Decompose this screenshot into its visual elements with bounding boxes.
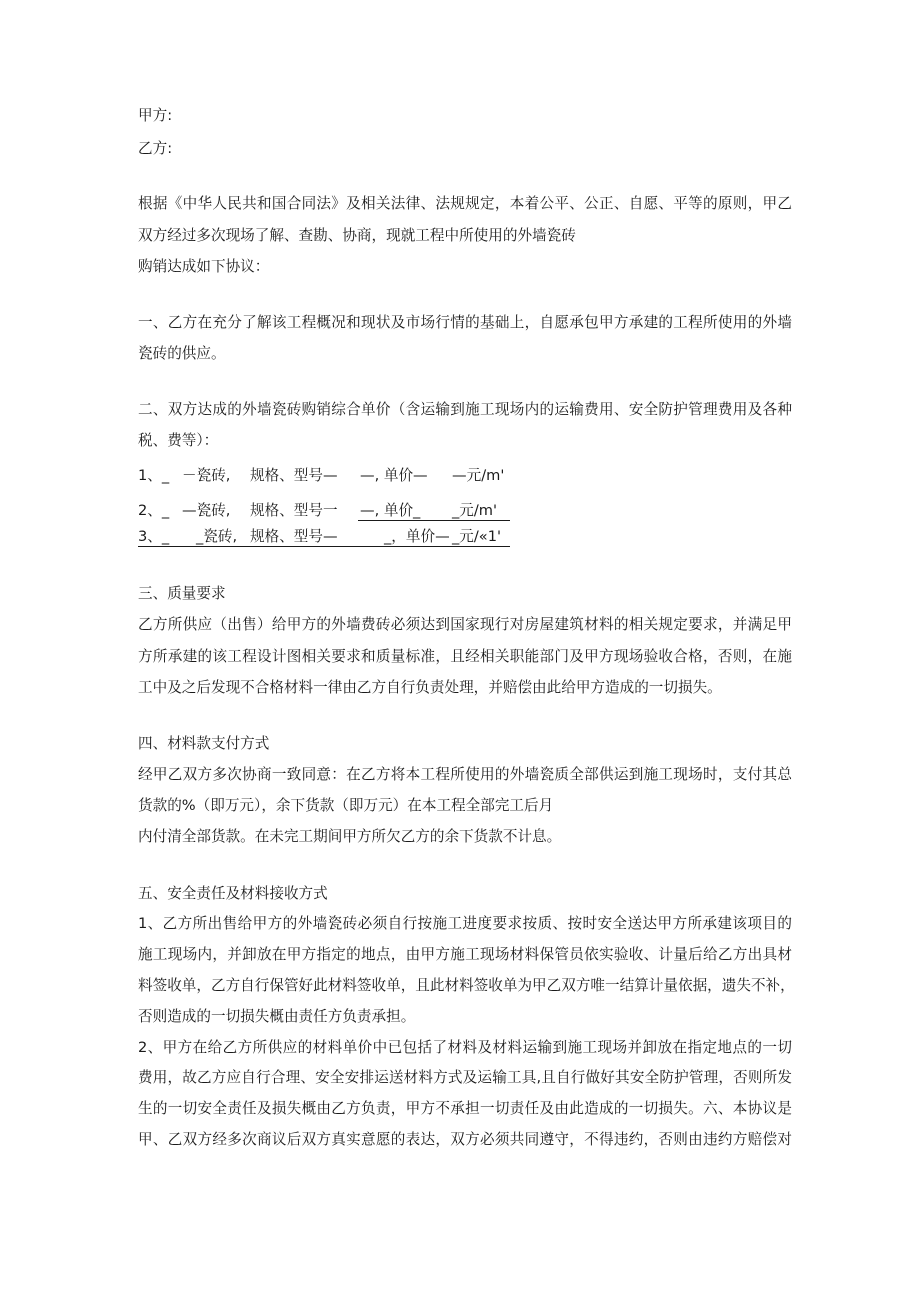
section1-line-2: 瓷砖的供应。 bbox=[138, 345, 226, 362]
section3-line-1: 乙方所供应（出售）给甲方的外墙费砖必须达到国家现行对房屋建筑材料的相关规定要求，并满足甲 bbox=[138, 616, 792, 633]
spec-row-underline bbox=[138, 546, 510, 547]
spec-row-unit: —元∕m' bbox=[452, 467, 505, 484]
spec-row-model: 规格、型号— bbox=[250, 528, 338, 545]
section4-line-2: 货款的%（即万元），余下货款（即万元）在本工程全部完工后月 bbox=[138, 797, 554, 814]
section5-line-5: 2、甲方在给乙方所供应的材料单价中已包括了材料及材料运输到施工现场并卸放在指定地点的一切 bbox=[138, 1039, 792, 1056]
spec-row-tile: _瓷砖, bbox=[196, 528, 238, 545]
spec-row-model: 规格、型号— bbox=[250, 467, 338, 484]
intro-line-2: 双方经过多次现场了解、查勘、协商，现就工程中所使用的外墙瓷砖 bbox=[138, 227, 576, 244]
spec-row-tile: —瓷砖, bbox=[182, 502, 231, 519]
section5-line-6: 费用，故乙方应自行合理、安全安排运送材料方式及运输工具,且自行做好其安全防护管理，否则所发 bbox=[138, 1069, 792, 1086]
section5-title: 五、安全责任及材料接收方式 bbox=[138, 885, 328, 902]
spec-row-model: 规格、型号一 bbox=[250, 502, 338, 519]
section5-line-7: 生的一切安全责任及损失概由乙方负责，甲方不承担一切责任及由此造成的一切损失。六、本协议是 bbox=[138, 1100, 792, 1117]
spec-row-price: _，单价— bbox=[384, 528, 450, 545]
section5-line-1: 1、乙方所出售给甲方的外墙瓷砖必须自行按施工进度要求按质、按时安全送达甲方所承建该项目的 bbox=[138, 915, 792, 932]
spec-row-unit: _元∕m' bbox=[452, 502, 498, 519]
spec-row-underline bbox=[358, 520, 510, 521]
section4-title: 四、材料款支付方式 bbox=[138, 735, 270, 752]
section3-line-3: 工中及之后发现不合格材料一律由乙方自行负责处理，并赔偿由此给甲方造成的一切损失。 bbox=[138, 679, 722, 696]
intro-line-3: 购销达成如下协议： bbox=[138, 258, 270, 275]
section5-line-8: 甲、乙双方经多次商议后双方真实意愿的表达，双方必须共同遵守，不得违约，否则由违约方赔偿对 bbox=[138, 1131, 792, 1148]
spec-row-number: 3、_ bbox=[138, 528, 170, 545]
section5-line-3: 料签收单，乙方自行保管好此材料签收单，且此材料签收单为甲乙双方唯一结算计量依据，遗失不补， bbox=[138, 977, 795, 994]
section3-line-2: 方所承建的该工程设计图相关要求和质量标准，且经相关职能部门及甲方现场验收合格，否则，在施 bbox=[138, 648, 792, 665]
party-b-label: 乙方: bbox=[138, 140, 173, 157]
spec-row-number: 1、_ bbox=[138, 467, 170, 484]
spec-row-tile: －瓷砖, bbox=[182, 467, 231, 484]
section3-title: 三、质量要求 bbox=[138, 585, 226, 602]
spec-row-number: 2、_ bbox=[138, 502, 170, 519]
section5-line-4: 否则造成的一切损失概由责任方负责承担。 bbox=[138, 1008, 416, 1025]
section1-line-1: 一、乙方在充分了解该工程概况和现状及市场行情的基础上，自愿承包甲方承建的工程所使用的外墙 bbox=[138, 314, 792, 331]
section4-line-1: 经甲乙双方多次协商一致同意：在乙方将本工程所使用的外墙瓷质全部供运到施工现场时，支付其总 bbox=[138, 766, 792, 783]
spec-row-price: —, 单价_ bbox=[360, 502, 421, 519]
intro-line-1: 根据《中华人民共和国合同法》及相关法律、法规规定，本着公平、公正、自愿、平等的原则，甲乙 bbox=[138, 195, 792, 212]
spec-row-price: —, 单价— bbox=[360, 467, 428, 484]
spec-row-unit: _元/«1' bbox=[452, 528, 502, 545]
section2-line-1: 二、双方达成的外墙瓷砖购销综合单价（含运输到施工现场内的运输费用、安全防护管理费用及各种 bbox=[138, 401, 792, 418]
party-a-label: 甲方: bbox=[138, 107, 173, 124]
section2-line-2: 税、费等）： bbox=[138, 432, 219, 449]
section5-line-2: 施工现场内，并卸放在甲方指定的地点，由甲方施工现场材料保管员依实验收、计量后给乙方出具材 bbox=[138, 946, 792, 963]
section4-line-3: 内付清全部货款。在未完工期间甲方所欠乙方的余下货款不计息。 bbox=[138, 828, 562, 845]
